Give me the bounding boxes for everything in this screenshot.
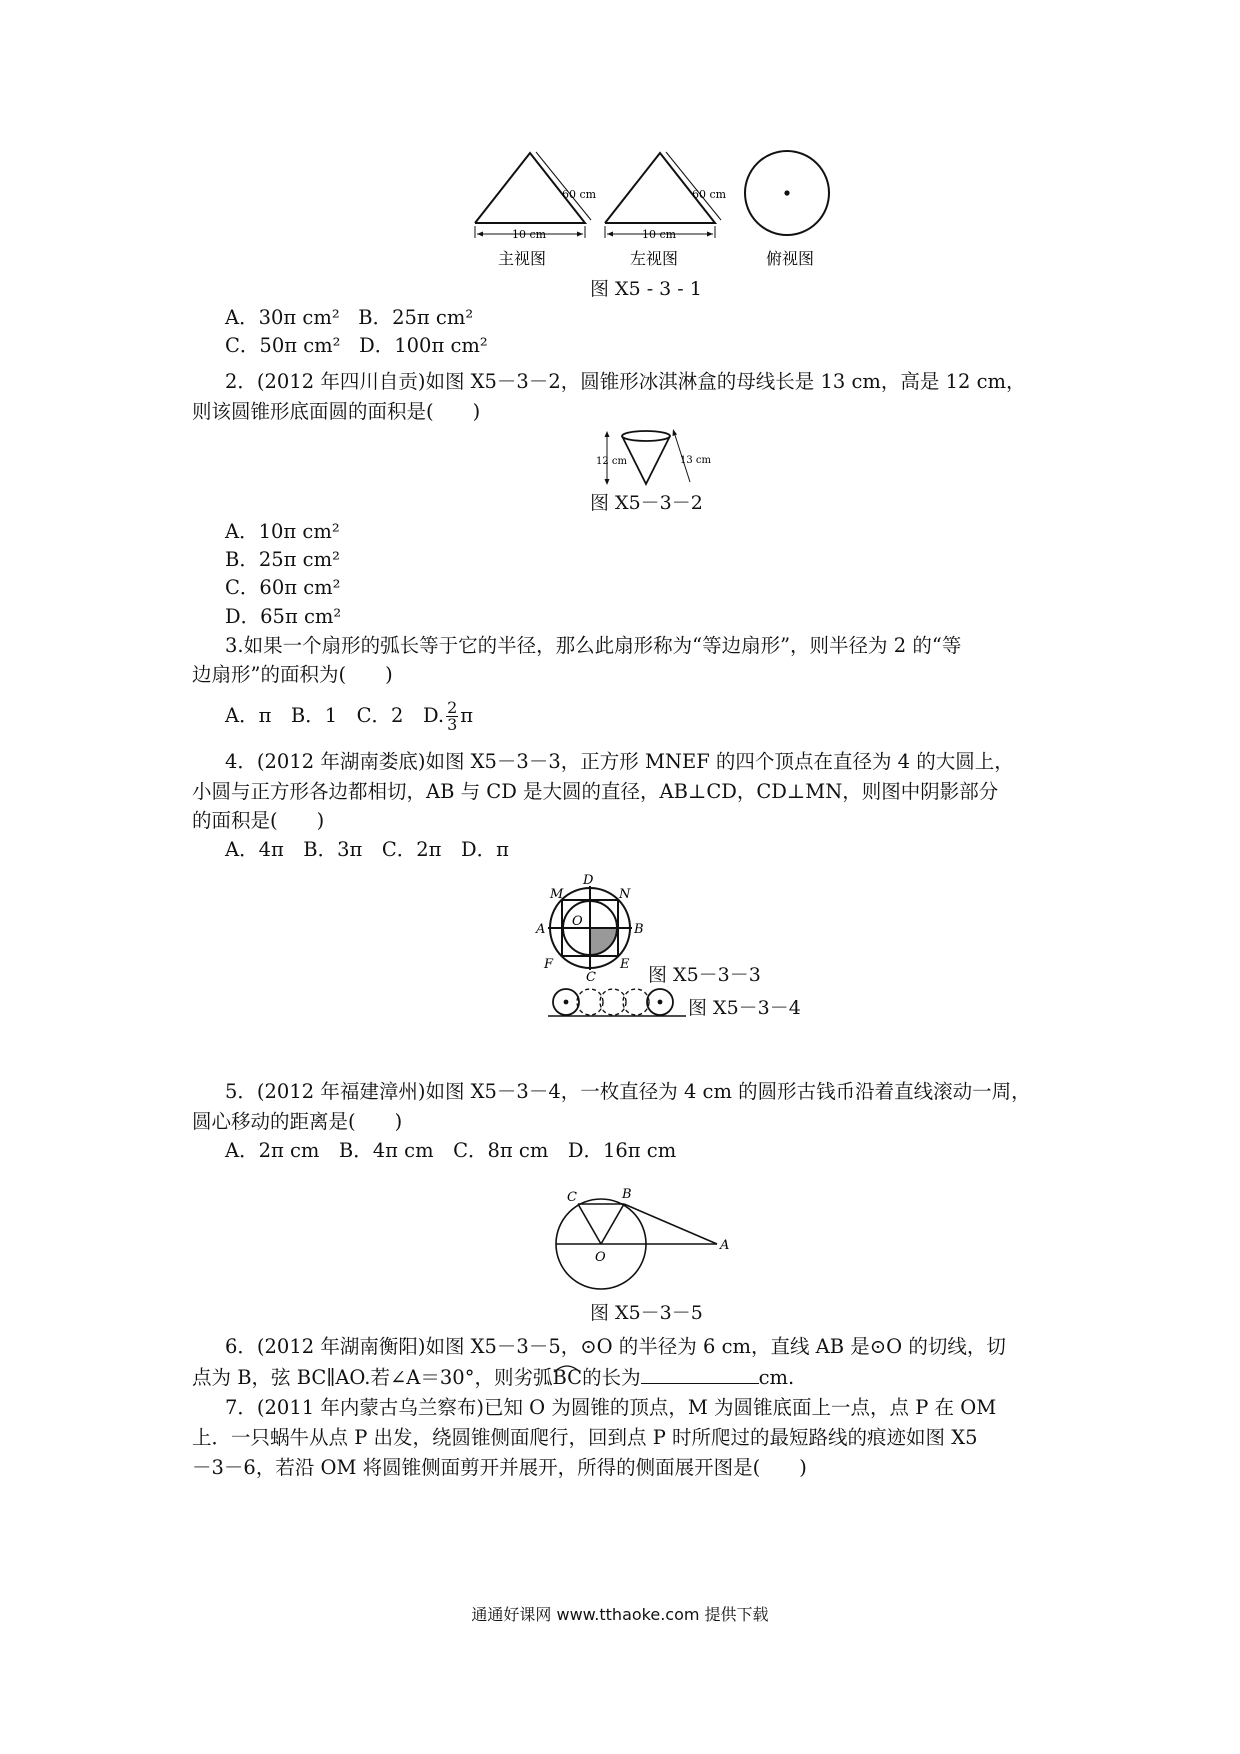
left-slant-label: 60 cm (692, 188, 727, 201)
q6-stem-unit: cm. (758, 1366, 795, 1389)
cone-body (622, 436, 670, 484)
q3-option-d-fraction (446, 700, 458, 733)
q3-frac-numerator: 2 (447, 698, 458, 717)
left-base-label: 10 cm (642, 228, 677, 241)
top-view-center-dot (784, 190, 789, 195)
q3-options-text[interactable]: A．π B．1 C．2 D. (225, 704, 445, 727)
point-d-label: D (583, 873, 594, 888)
point-c-label: C (586, 970, 596, 985)
figure-x5-3-4-rolling-coin (548, 986, 688, 1020)
cone-top-ellipse (622, 431, 670, 441)
q3-options (225, 700, 473, 733)
left-view-label: 左视图 (630, 249, 679, 268)
point-o-label: O (595, 1250, 606, 1265)
figure-caption-x5-3-4: 图 X5－3－4 (688, 997, 801, 1019)
front-slant-label: 60 cm (562, 188, 597, 201)
radius-oc (578, 1204, 601, 1244)
q1-option-b[interactable]: B．25π cm² (358, 306, 474, 329)
point-f-label: F (544, 957, 554, 972)
point-o-label: O (572, 914, 583, 929)
q3-frac-tail: π (460, 704, 474, 727)
radius-ob (601, 1204, 624, 1244)
cone-height-label: 12 cm (596, 456, 627, 467)
q7-stem-line2: 上．一只蜗牛从点 P 出发，绕圆锥侧面爬行，回到点 P 时所爬过的最短路线的痕迹如图 X5 (192, 1426, 978, 1449)
q3-frac-denominator: 3 (447, 715, 458, 734)
figure-caption-x5-3-1: 图 X5 - 3 - 1 (590, 278, 702, 300)
q4-stem-line2: 小圆与正方形各边都相切，AB 与 CD 是大圆的直径，AB⊥CD，CD⊥MN，则图中阴影部分 (192, 780, 999, 803)
point-e-label: E (620, 957, 630, 972)
q7-stem-line1: 7．(2011 年内蒙古乌兰察布)已知 O 为圆锥的顶点，M 为圆锥底面上一点，点 P 在 OM (225, 1396, 997, 1419)
figure-x5-3-2-ice-cream-cone (596, 426, 711, 488)
q5-stem-line1: 5．(2012 年福建漳州)如图 X5－3－4，一枚直径为 4 cm 的圆形古钱币沿着直线滚动一周， (225, 1080, 1031, 1103)
point-a-label: A (536, 922, 546, 937)
point-b-label: B (622, 1187, 632, 1202)
tangent-ab (624, 1204, 717, 1244)
q2-stem-line2: 则该圆锥形底面圆的面积是( ) (192, 400, 481, 423)
figure-x5-3-3-circles-square (530, 870, 650, 985)
q6-stem-line2 (192, 1364, 794, 1392)
q1-options-row2 (225, 332, 488, 360)
q4-stem-line1: 4．(2012 年湖南娄底)如图 X5－3－3，正方形 MNEF 的四个顶点在直径为 4 的大圆上， (225, 750, 1014, 773)
q1-option-a[interactable]: A．30π cm² (225, 306, 340, 329)
q3-stem-line2: 边扇形”的面积为( ) (192, 663, 393, 686)
q7-stem-line3: －3－6，若沿 OM 将圆锥侧面剪开并展开，所得的侧面展开图是( ) (192, 1456, 807, 1479)
top-view-label: 俯视图 (766, 249, 815, 268)
figure-caption-x5-3-2: 图 X5－3－2 (590, 492, 703, 514)
figure-x5-3-1-three-views (470, 148, 830, 276)
q2-option-a[interactable]: A．10π cm² (225, 520, 340, 543)
front-base-label: 10 cm (512, 228, 547, 241)
q4-stem-line3: 的面积是( ) (192, 809, 325, 832)
figure-caption-x5-3-3: 图 X5－3－3 (648, 964, 761, 986)
q2-stem-line1: 2．(2012 年四川自贡)如图 X5－3－2，圆锥形冰淇淋盒的母线长是 13 cm，高是 12 cm， (225, 370, 1026, 393)
point-n-label: N (619, 887, 631, 902)
point-a-label: A (720, 1238, 730, 1253)
point-m-label: M (550, 887, 564, 902)
q5-options[interactable]: A．2π cm B．4π cm C．8π cm D．16π cm (225, 1139, 677, 1162)
q3-stem-line1: 3.如果一个扇形的弧长等于它的半径，那么此扇形称为“等边扇形”，则半径为 2 的“等 (225, 634, 962, 657)
q1-options-row1 (225, 304, 473, 332)
q6-answer-blank[interactable] (641, 1365, 759, 1384)
q6-stem-line1: 6．(2012 年湖南衡阳)如图 X5－3－5，⊙O 的半径为 6 cm，直线 AB 是⊙O 的切线，切 (225, 1335, 1006, 1358)
figure-caption-x5-3-5: 图 X5－3－5 (590, 1302, 703, 1324)
q1-option-c[interactable]: C．50π cm² (225, 334, 341, 357)
point-c-label: C (567, 1190, 577, 1205)
q6-stem-mid: 的长为 (582, 1366, 641, 1389)
q6-arc-label: BC (552, 1366, 583, 1389)
q2-option-c[interactable]: C．60π cm² (225, 576, 341, 599)
q2-option-b[interactable]: B．25π cm² (225, 548, 340, 571)
page-footer: 通通好课网 www.tthaoke.com 提供下载 (471, 1605, 769, 1624)
figure-x5-3-5-tangent-circle (555, 1165, 740, 1295)
cone-slant-label: 13 cm (680, 455, 711, 466)
q1-option-d[interactable]: D．100π cm² (359, 334, 488, 357)
q2-option-d[interactable]: D．65π cm² (225, 605, 342, 628)
q5-stem-line2: 圆心移动的距离是( ) (192, 1110, 403, 1133)
q6-stem-text: 点为 B，弦 BC∥AO.若∠A＝30°，则劣弧 (192, 1366, 553, 1389)
q4-options[interactable]: A．4π B．3π C．2π D．π (225, 838, 509, 861)
point-b-label: B (634, 922, 644, 937)
arc-symbol (552, 1363, 582, 1373)
front-view-label: 主视图 (498, 249, 547, 268)
q6-arc-bc (552, 1364, 582, 1392)
